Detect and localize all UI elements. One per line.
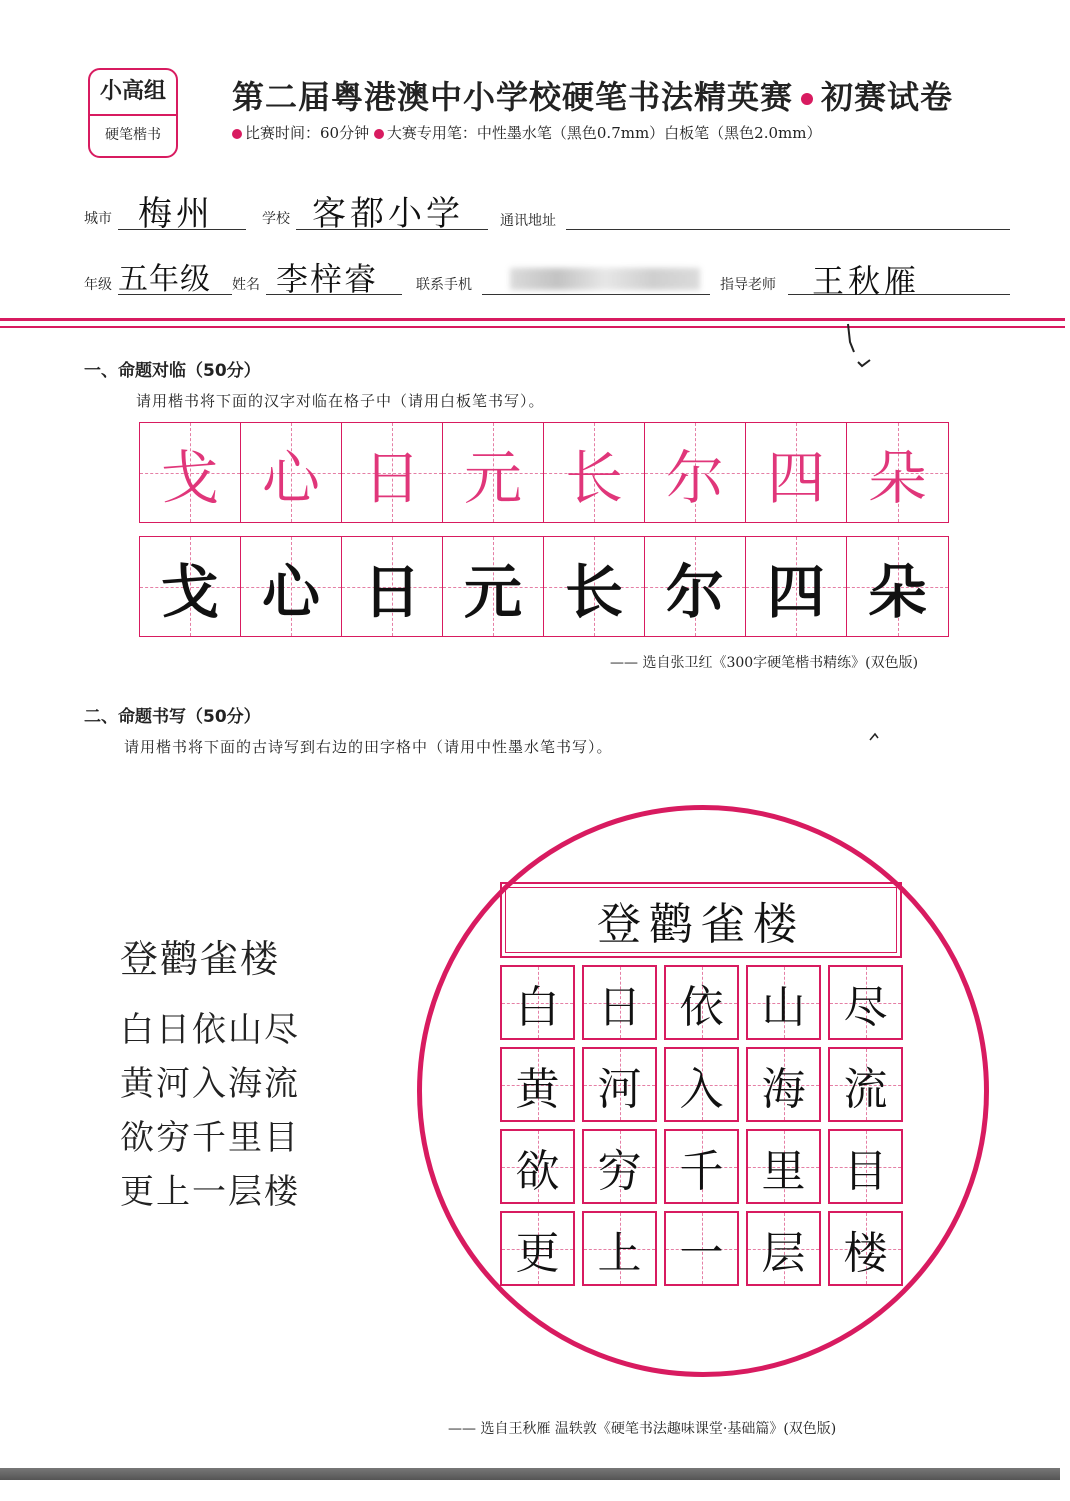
written-char: 更 (515, 1227, 560, 1279)
written-char: 欲 (515, 1145, 560, 1197)
model-cell (241, 423, 342, 522)
grid-cell[interactable] (828, 965, 903, 1040)
copy-cell[interactable] (645, 537, 746, 636)
model-char: 朵 (868, 443, 927, 512)
model-char: 心 (261, 443, 320, 512)
written-char: 河 (597, 1063, 642, 1115)
grade-field[interactable]: 五年级 (118, 262, 211, 297)
grid-cell[interactable] (828, 1211, 903, 1286)
copy-grid (139, 536, 949, 637)
divider-rule (0, 318, 1065, 321)
grid-cell[interactable] (500, 965, 575, 1040)
grid-cell[interactable] (746, 1129, 821, 1204)
section1-credit: —— 选自张卫红《300字硬笔楷书精练》(双色版) (610, 655, 919, 671)
copy-cell[interactable] (544, 537, 645, 636)
pen-mark-icon (868, 730, 882, 744)
grid-cell[interactable] (828, 1047, 903, 1122)
teacher-field[interactable]: 王秋雁 (812, 262, 921, 300)
badge-category-label: 硬笔楷书 (105, 127, 161, 143)
grid-row (500, 1211, 905, 1286)
copy-char: 尔 (665, 557, 724, 626)
model-cell (847, 423, 948, 522)
copy-char: 日 (362, 557, 421, 626)
title-stage: 初赛试卷 (821, 78, 954, 116)
page-title (232, 72, 1012, 118)
grid-cell[interactable] (500, 1211, 575, 1286)
grid-cell[interactable] (664, 1211, 739, 1286)
grid-row (500, 1047, 905, 1122)
model-cell (443, 423, 544, 522)
phone-redacted (510, 268, 700, 290)
school-field[interactable]: 客都小学 (312, 194, 464, 234)
grid-cell[interactable] (746, 1211, 821, 1286)
written-char: 白 (515, 981, 560, 1033)
written-char: 一 (679, 1227, 724, 1279)
address-field[interactable] (566, 228, 1010, 230)
grid-cell[interactable] (582, 1211, 657, 1286)
bullet-dot-icon (801, 93, 813, 105)
name-field[interactable]: 李梓睿 (276, 260, 379, 298)
written-char: 层 (761, 1227, 806, 1279)
written-char: 流 (843, 1063, 888, 1115)
grid-cell[interactable] (664, 965, 739, 1040)
grid-row (500, 965, 905, 1040)
written-char: 里 (761, 1145, 806, 1197)
written-char: 穷 (597, 1145, 642, 1197)
copy-cell[interactable] (443, 537, 544, 636)
written-title-box[interactable]: 登鹳雀楼 (500, 882, 902, 958)
bullet-dot-icon (232, 129, 242, 139)
written-char: 依 (679, 981, 724, 1033)
model-cell (544, 423, 645, 522)
copy-char: 四 (766, 557, 825, 626)
title-main: 第二届粤港澳中小学校硬笔书法精英赛 (232, 78, 794, 116)
grid-row (500, 1129, 905, 1204)
poem-line: 欲穷千里目 (120, 1118, 300, 1158)
written-char: 千 (679, 1145, 724, 1197)
model-char: 尔 (665, 443, 724, 512)
section1-instruction: 请用楷书将下面的汉字对临在格子中（请用白板笔书写）。 (136, 392, 545, 410)
model-char: 戈 (160, 443, 219, 512)
teacher-label: 指导老师 (720, 277, 776, 293)
written-char: 楼 (843, 1227, 888, 1279)
section2-instruction: 请用楷书将下面的古诗写到右边的田字格中（请用中性墨水笔书写）。 (124, 738, 613, 756)
section2-credit: —— 选自王秋雁 温轶敦《硬笔书法趣味课堂·基础篇》(双色版) (448, 1421, 837, 1437)
written-char: 黄 (515, 1063, 560, 1115)
poem-line: 白日依山尽 (120, 1010, 300, 1050)
copy-char: 戈 (160, 557, 219, 626)
poem-line: 黄河入海流 (120, 1064, 300, 1104)
school-label: 学校 (262, 211, 290, 227)
written-char: 入 (679, 1063, 724, 1115)
copy-cell[interactable] (140, 537, 241, 636)
poem-title: 登鹳雀楼 (120, 937, 281, 981)
grid-cell[interactable] (828, 1129, 903, 1204)
copy-char: 心 (261, 557, 320, 626)
model-cell (140, 423, 241, 522)
copy-cell[interactable] (241, 537, 342, 636)
address-label: 通讯地址 (500, 213, 556, 229)
model-cell (342, 423, 443, 522)
written-char: 尽 (843, 981, 888, 1033)
writing-grid (500, 965, 905, 1293)
city-label: 城市 (84, 211, 112, 227)
grid-cell[interactable] (746, 965, 821, 1040)
model-grid (139, 422, 949, 523)
city-field[interactable]: 梅州 (138, 194, 214, 234)
time-info: 比赛时间：60分钟 (245, 124, 370, 142)
bullet-dot-icon (374, 129, 384, 139)
copy-cell[interactable] (746, 537, 847, 636)
grid-cell[interactable] (500, 1129, 575, 1204)
written-char: 海 (761, 1063, 806, 1115)
section1-heading: 一、命题对临（50分） (84, 361, 261, 381)
pen-mark-icon (840, 322, 890, 372)
section2-heading: 二、命题书写（50分） (84, 707, 261, 727)
phone-underline (482, 293, 710, 295)
copy-char: 朵 (868, 557, 927, 626)
model-cell (645, 423, 746, 522)
copy-char: 元 (463, 557, 522, 626)
copy-cell[interactable] (342, 537, 443, 636)
grade-label: 年级 (84, 277, 112, 293)
group-badge (88, 68, 178, 158)
exam-info-line (232, 122, 1032, 143)
grid-cell[interactable] (582, 965, 657, 1040)
poem-line: 更上一层楼 (120, 1172, 300, 1212)
scan-edge-bar (0, 1468, 1060, 1480)
model-cell (746, 423, 847, 522)
divider-rule (0, 326, 1065, 328)
written-char: 上 (597, 1227, 642, 1279)
model-char: 日 (362, 443, 421, 512)
model-char: 元 (463, 443, 522, 512)
name-label: 姓名 (232, 277, 260, 293)
written-char: 山 (761, 981, 806, 1033)
grid-cell[interactable] (582, 1047, 657, 1122)
written-char: 日 (597, 981, 642, 1033)
written-char: 目 (843, 1145, 888, 1197)
copy-cell[interactable] (847, 537, 948, 636)
grid-cell[interactable] (500, 1047, 575, 1122)
copy-char: 长 (564, 557, 623, 626)
model-char: 四 (766, 443, 825, 512)
phone-label: 联系手机 (416, 277, 472, 293)
badge-group-label: 小高组 (90, 70, 176, 116)
grid-cell[interactable] (746, 1047, 821, 1122)
model-char: 长 (564, 443, 623, 512)
pen-info: 大赛专用笔：中性墨水笔（黑色0.7mm）白板笔（黑色2.0mm） (386, 124, 822, 142)
grid-cell[interactable] (664, 1047, 739, 1122)
grid-cell[interactable] (664, 1129, 739, 1204)
grid-cell[interactable] (582, 1129, 657, 1204)
